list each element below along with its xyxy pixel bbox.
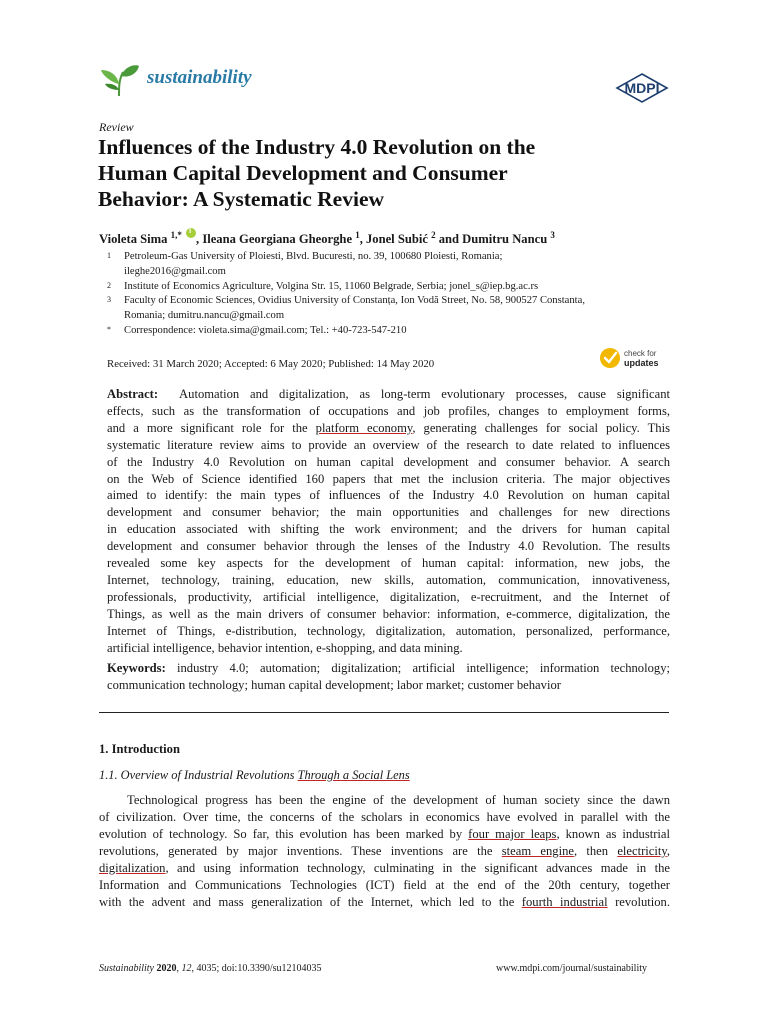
body-line (99, 894, 670, 911)
abstract-line: of the Industry 4.0 Revolution on human capital development and consumer behavior. A search (107, 454, 670, 469)
author-affil-sup: 3 (550, 230, 555, 240)
body-paragraph (99, 792, 670, 911)
subsection-link[interactable]: Through a Social Lens (297, 768, 410, 782)
abstract-text: and a more significant role for the (107, 420, 316, 435)
affiliation-marker: 2 (107, 280, 111, 290)
author-name[interactable]: Violeta Sima (99, 232, 168, 246)
abstract-line: effects, such as the transformation of occupations and job profiles, changes to employment forms, (107, 403, 670, 418)
affiliation-marker: 3 (107, 295, 111, 305)
abstract-line: professionals, productivity, artificial intelligence, digitalization, e-recruitment, and the Internet of (107, 589, 670, 604)
body-line: Information and Communications Technologies (ICT) field at the end of the 20th century, together (99, 878, 670, 892)
keywords-line (107, 660, 670, 677)
body-link[interactable]: digitalization (99, 861, 166, 875)
abstract-text: Automation and digitalization, as long-term evolutionary processes, cause significant (179, 387, 670, 401)
subsection-text: 1.1. Overview of Industrial Revolutions (99, 768, 298, 782)
article-title (98, 134, 678, 212)
section-divider (99, 712, 669, 713)
abstract-line: aimed to identify: the main types of influences of the Industry 4.0 Revolution on human capital (107, 488, 670, 503)
abstract (107, 386, 670, 657)
abstract-line: Things, as well as the main drivers of consumer behavior: information, e-commerce, digitalization, the (107, 606, 670, 621)
body-text: , then (573, 844, 618, 858)
abstract-line: Internet, technology, training, education, new skills, automation, communication, innovativeness, (107, 572, 670, 587)
author-list (99, 228, 555, 247)
title-line: Influences of the Industry 4.0 Revolution on the (98, 135, 536, 159)
body-line: Technological progress has been the engine of the development of human society since the dawn (127, 793, 670, 807)
body-link[interactable]: four major leaps (468, 827, 557, 841)
affiliation-line: Institute of Economics Agriculture, Volgina Str. 15, 11060 Belgrade, Serbia; jonel_s@iep.bg.ac.rs (124, 280, 539, 292)
abstract-line: in education associated with shifting the work environment; and the drivers for human capital (107, 522, 670, 537)
abstract-line: on the Web of Science identified 160 papers that met the inclusion criteria. The major objectives (107, 471, 670, 486)
journal-url[interactable]: www.mdpi.com/journal/sustainability (496, 963, 648, 974)
publisher-name: MDPI (624, 80, 660, 96)
author-affil-sup: 1 (355, 230, 360, 240)
subsection-heading (99, 768, 410, 783)
correspondence-line[interactable]: Correspondence: violeta.sima@gmail.com; Tel.: +40-723-547-210 (124, 324, 407, 336)
body-text: with the advent and mass generalization of the Internet, which led to the (99, 895, 522, 909)
body-line (99, 860, 670, 877)
affiliation-marker: 1 (107, 251, 111, 260)
publication-dates: Received: 31 March 2020; Accepted: 6 May 2020; Published: 14 May 2020 (107, 358, 435, 370)
abstract-text: , generating challenges for social policy. This (412, 420, 670, 435)
check-for-updates-button[interactable] (600, 345, 672, 371)
footer-volume: 12 (181, 963, 192, 974)
body-text: , and using information technology, culminating in the significant advances made in the (165, 861, 670, 875)
affiliation-email[interactable]: Romania; dumitru.nancu@gmail.com (124, 310, 285, 322)
citation-footer: Sustainability 2020, 12, 4035; doi:10.3390/su12104035 (99, 963, 322, 974)
abstract-line (107, 420, 670, 437)
body-line (99, 826, 670, 843)
body-text: , known as industrial (556, 827, 671, 841)
author-affil-sup: 1,* (170, 230, 182, 240)
author-name[interactable]: , Ileana Georgiana Gheorghe (196, 232, 353, 246)
keywords-line: communication technology; human capital development; labor market; customer behavior (107, 678, 561, 692)
keywords (107, 660, 670, 694)
author-name[interactable]: and Dumitru Nancu (435, 232, 548, 246)
abstract-line: Internet of Things, e-distribution, technology, digitalization, automation, personalized, performance, (107, 623, 670, 638)
body-link[interactable]: electricity (617, 844, 667, 858)
journal-name: sustainability (147, 67, 252, 88)
footer-journal: Sustainability (99, 963, 154, 974)
affiliation-item (107, 294, 687, 324)
author-affil-sup: 2 (431, 230, 436, 240)
affiliation-email[interactable]: ileghe2016@gmail.com (124, 265, 226, 277)
title-line: Behavior: A Systematic Review (98, 187, 385, 211)
article-type: Review (99, 120, 134, 134)
check-updates-line1: check for (624, 349, 657, 358)
abstract-line: development and consumer behavior; the main opportunities and challenges for new directions (107, 505, 670, 520)
affiliation-line: Petroleum-Gas University of Ploiesti, Blvd. Bucuresti, no. 39, 100680 Ploiesti, Romania; (124, 251, 503, 262)
body-text: , (666, 844, 670, 858)
abstract-line: artificial intelligence, behavior intention, e-shopping, and data mining. (107, 640, 463, 655)
affiliation-line: Faculty of Economic Sciences, Ovidius University of Constanța, Ion Vodă Street, No. 58, 900527 Constanta, (124, 295, 585, 307)
mdpi-logo-icon (615, 73, 669, 103)
title-line: Human Capital Development and Consumer (98, 161, 508, 185)
updates-badge-icon (600, 348, 620, 368)
abstract-line: systematic literature review aims to provide an overview of the research to date related to influences (107, 437, 670, 452)
body-line (99, 843, 670, 860)
footer-doi[interactable]: , 4035; doi:10.3390/su12104035 (191, 963, 322, 974)
body-text: revolutions, generated by major inventions. These inventions are the (99, 844, 502, 858)
body-line: of civilization. Over time, the concerns of the scholars in economics have evolved in parallel with the (99, 810, 670, 824)
body-link[interactable]: steam engine (501, 844, 574, 858)
footer-year: 2020 (156, 963, 177, 974)
abstract-line: revealed some key aspects for the development of human capital: information, new jobs, the (107, 556, 670, 571)
affiliation-item (107, 280, 687, 295)
check-updates-line2: updates (624, 358, 659, 368)
affiliations (107, 250, 687, 339)
keywords-label: Keywords: (107, 661, 166, 675)
correspondence-item (107, 324, 687, 339)
body-text: evolution of technology. So far, this evolution has been marked by (99, 827, 469, 841)
keywords-text: industry 4.0; automation; digitalization; artificial intelligence; information technology; (177, 661, 670, 675)
affiliation-marker: * (107, 324, 111, 334)
body-text: revolution. (607, 895, 671, 909)
abstract-line (107, 386, 670, 403)
abstract-label: Abstract: (107, 387, 159, 401)
journal-leaf-logo-icon (97, 62, 141, 98)
affiliation-item (107, 250, 687, 280)
orcid-icon[interactable] (186, 228, 196, 238)
author-name[interactable]: , Jonel Subić (359, 232, 428, 246)
abstract-link[interactable]: platform economy (315, 420, 413, 435)
section-heading: 1. Introduction (99, 742, 180, 756)
abstract-line: development and consumer behavior through the lenses of the Industry 4.0 Revolution. The results (107, 539, 670, 554)
body-link[interactable]: fourth industrial (521, 895, 608, 909)
